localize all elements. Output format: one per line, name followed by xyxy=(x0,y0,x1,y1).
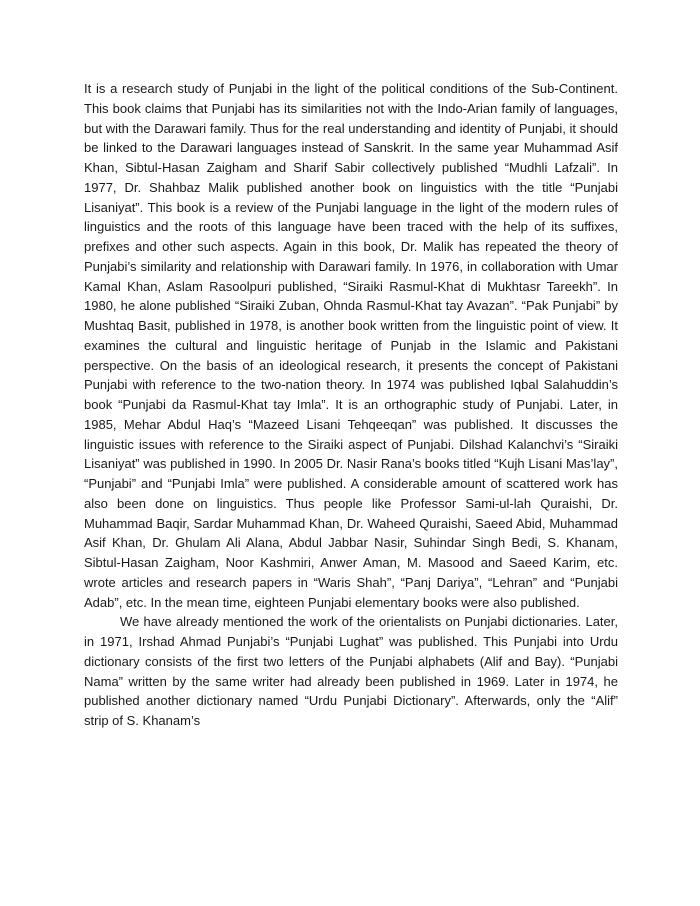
document-body xyxy=(84,79,618,731)
paragraph-dictionaries: We have already mentioned the work of the orientalists on Punjabi dictionaries. Later, in 1971, Irshad Ahmad Punjabi’s “Punjabi Lughat” was published. This Punjabi into Urdu dictionary consists of the first two letters of the Punjabi alphabets (Alif and Bay). “Punjabi Nama” written by the same writer had already been published in 1969. Later in 1974, he published another dictionary named “Urdu Punjabi Dictionary”. Afterwards, only the “Alif” strip of S. Khanam’s xyxy=(84,614,618,728)
paragraph-linguistics: It is a research study of Punjabi in the light of the political conditions of the Sub-Continent. This book claims that Punjabi has its similarities not with the Indo-Arian family of languages, but with the Darawari family. Thus for the real understanding and identity of Punjabi, it should be linked to the Darawari languages instead of Sanskrit. In the same year Muhammad Asif Khan, Sibtul-Hasan Zaigham and Sharif Sabir collectively published “Mudhli Lafzali”. In 1977, Dr. Shahbaz Malik published another book on linguistics with the title “Punjabi Lisaniyat”. This book is a review of the Punjabi language in the light of the modern rules of linguistics and the roots of this language have been traced with the help of its suffixes, prefixes and other such aspects. Again in this book, Dr. Malik has repeated the theory of Punjabi’s similarity and relationship with Darawari family. In 1976, in collaboration with Umar Kamal Khan, Aslam Rasoolpuri published, “Siraiki Rasmul-Khat di Mukhtasr Tareekh”. In 1980, he alone published “Siraiki Zuban, Ohnda Rasmul-Khat tay Avazan”. “Pak Punjabi” by Mushtaq Basit, published in 1978, is another book written from the linguistic point of view. It examines the cultural and linguistic heritage of Punjab in the Islamic and Pakistani perspective. On the basis of an ideological research, it presents the concept of Pakistani Punjabi with reference to the two-nation theory. In 1974 was published Iqbal Salahuddin’s book “Punjabi da Rasmul-Khat tay Imla”. It is an orthographic study of Punjabi. Later, in 1985, Mehar Abdul Haq’s “Mazeed Lisani Tehqeeqan” was published. It discusses the linguistic issues with reference to the Siraiki aspect of Punjabi. Dilshad Kalanchvi’s “Siraiki Lisaniyat” was published in 1990. In 2005 Dr. Nasir Rana’s books titled “Kujh Lisani Mas’lay”, “Punjabi” and “Punjabi Imla” were published. A considerable amount of scattered work has also been done on linguistics. Thus people like Professor Sami-ul-lah Quraishi, Dr. Muhammad Baqir, Sardar Muhammad Khan, Dr. Waheed Quraishi, Saeed Abid, Muhammad Asif Khan, Dr. Ghulam Ali Alana, Abdul Jabbar Nasir, Suhindar Singh Bedi, S. Khanam, Sibtul-Hasan Zaigham, Noor Kashmiri, Anwer Aman, M. Masood and Saeed Karim, etc. wrote articles and research papers in “Waris Shah”, “Panj Dariya”, “Lehran” and “Punjabi Adab”, etc. In the mean time, eighteen Punjabi elementary books were also published. xyxy=(84,81,618,610)
